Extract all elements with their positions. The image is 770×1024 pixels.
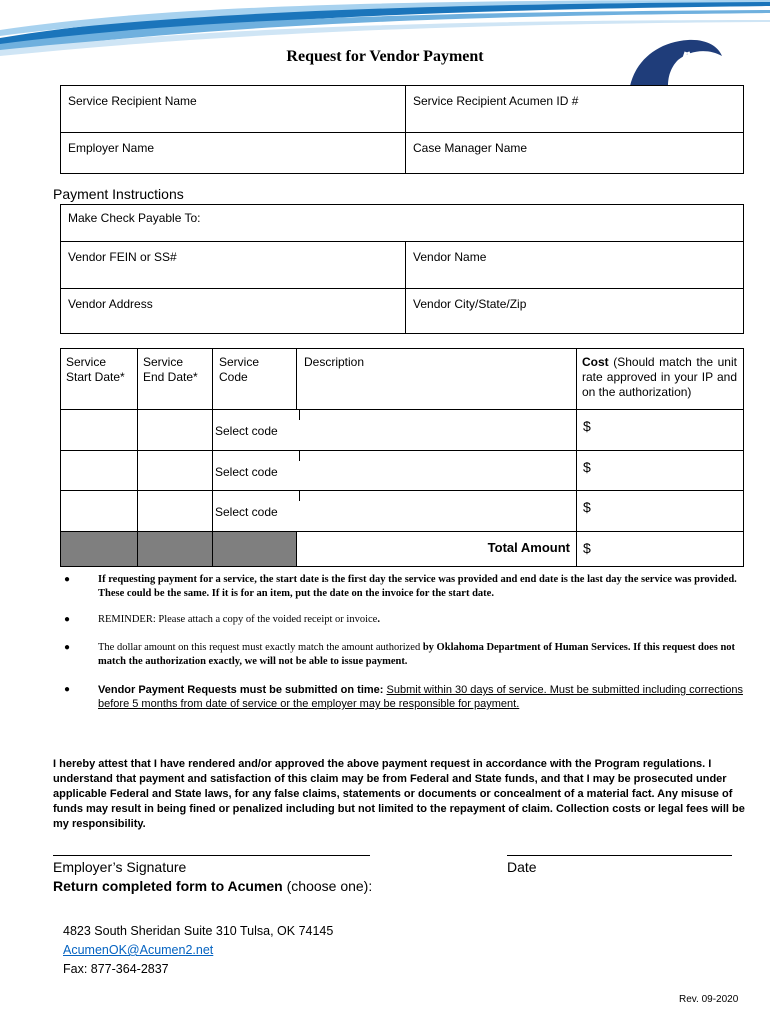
mailing-address: 4823 South Sheridan Suite 310 Tulsa, OK 74145 [63,924,334,938]
vendor-name-field[interactable] [406,242,744,289]
return-choose: (choose one): [282,878,373,894]
return-instructions [53,878,372,894]
recipient-id-field[interactable] [406,86,744,133]
date-line[interactable] [507,855,732,856]
attestation-text: I hereby attest that I have rendered and/or approved the above payment request in accordance with the Program regulations. I understand that payment and satisfaction of this claim may be from Federal and State funds, and that I may be prosecuted under applicable Federal and State laws, for any false claims, statements or documents or concealment of a material fact. Any misuse of funds may result in being fined or penalized including but not limited to the repayment of claim. Collection costs or legal fees will be my responsibility. [53,758,745,830]
signature-line[interactable] [53,855,370,856]
end-date-cell[interactable] [138,410,213,451]
case-manager-label: Case Manager Name [413,141,528,155]
select-code-text: Select code [215,505,278,519]
note-dollar-amount: The dollar amount on this request must exactly match the amount authorized [98,642,423,653]
list-item: ● The dollar amount on this request must exactly match the amount authorized by Oklahoma Department of Human Services. If this request does not match the authorization exactly, we will not be able to issue payment. [64,642,736,667]
vendor-name-label: Vendor Name [413,250,487,264]
table-row [61,491,744,532]
employer-name-label: Employer Name [68,141,155,155]
vendor-address-label: Vendor Address [68,297,153,311]
cost-value: $ [583,499,591,515]
email-link[interactable]: AcumenOK@Acumen2.net [63,943,214,957]
grey-cell [213,532,297,567]
return-address-block [63,922,333,979]
total-amount-label: Total Amount [487,540,570,555]
list-item: ● REMINDER: Please attach a copy of the voided receipt or invoice. [64,614,380,625]
recipient-id-label: Service Recipient Acumen ID # [413,94,579,108]
employer-name-field[interactable] [61,133,406,174]
end-date-cell[interactable] [138,451,213,491]
fax-number: Fax: 877-364-2837 [63,962,169,976]
grey-cell [61,532,138,567]
services-header-row [61,349,744,410]
note-on-time: Vendor Payment Requests must be submitted on time: [98,684,384,696]
cost-cell[interactable] [577,451,744,491]
start-date-cell[interactable] [61,451,138,491]
col-cost-label: Cost [582,355,609,369]
col-cost [577,349,743,400]
note-dollar-amount-bold: by Oklahoma Department of Human Services. If this request does not match the authorization exactly, we will not be able to issue payment. [98,642,736,667]
total-amount-value: $ [583,540,591,556]
note-reminder: REMINDER: Please attach a copy of the voided receipt or invoice [98,614,378,625]
case-manager-field[interactable] [406,133,744,174]
total-amount-cell[interactable] [577,532,744,567]
note-reminder-period: . [377,614,380,625]
services-table [60,348,744,567]
vendor-address-field[interactable] [61,289,406,334]
cost-cell[interactable] [577,491,744,532]
payment-table [60,204,744,334]
return-label: Return completed form to Acumen [53,878,283,894]
note-start-end-date: If requesting payment for a service, the start date is the first day the service was provided and end date is the last day the service was provided. These could be the same. If it is for an item, put the date on the invoice for the start date. [98,574,737,599]
col-start-date: Service Start Date* [66,355,125,384]
vendor-city-field[interactable] [406,289,744,334]
cost-value: $ [583,418,591,434]
note-on-time-detail: Submit within 30 days of service. Must be submitted including corrections before 5 months from date of service or the employer may be responsible for payment. [98,684,743,710]
col-end-date: Service End Date* [143,355,198,384]
payable-to-field[interactable] [61,205,744,242]
recipient-table [60,85,744,174]
table-row [61,451,744,491]
end-date-cell[interactable] [138,491,213,532]
service-code-select[interactable] [213,451,577,491]
col-service-code: Service Code [219,355,260,384]
vendor-fein-field[interactable] [61,242,406,289]
col-description: Description [304,355,365,369]
select-code-text: Select code [215,465,278,479]
start-date-cell[interactable] [61,410,138,451]
service-code-select[interactable] [213,410,577,451]
list-item: ● If requesting payment for a service, the start date is the first day the service was provided and end date is the last day the service was provided. These could be the same. If it is for an item, put the date on the invoice for the start date. [64,574,737,599]
revision-label: Rev. 09-2020 [679,994,739,1005]
cost-value: $ [583,459,591,475]
grey-cell [138,532,213,567]
payment-instructions-heading: Payment Instructions [53,186,184,202]
instructions-list [58,573,748,725]
vendor-fein-label: Vendor FEIN or SS# [68,250,177,264]
recipient-name-field[interactable] [61,86,406,133]
vendor-city-label: Vendor City/State/Zip [413,297,527,311]
list-item: ● Vendor Payment Requests must be submitted on time: Submit within 30 days of service. Must be submitted including corrections before 5 months from date of service or the employer may be responsible for payment. [64,684,743,710]
employer-signature-label: Employer’s Signature [53,859,187,875]
total-row [61,532,744,567]
page-title: Request for Vendor Payment [286,48,484,65]
cost-cell[interactable] [577,410,744,451]
payable-to-label: Make Check Payable To: [68,211,201,225]
service-code-select[interactable] [213,491,577,532]
date-label: Date [507,859,537,875]
recipient-name-label: Service Recipient Name [68,94,197,108]
col-cost-note: (Should match the unit rate approved in your IP and on the authorization) [582,355,737,399]
select-code-text: Select code [215,424,278,438]
start-date-cell[interactable] [61,491,138,532]
table-row [61,410,744,451]
